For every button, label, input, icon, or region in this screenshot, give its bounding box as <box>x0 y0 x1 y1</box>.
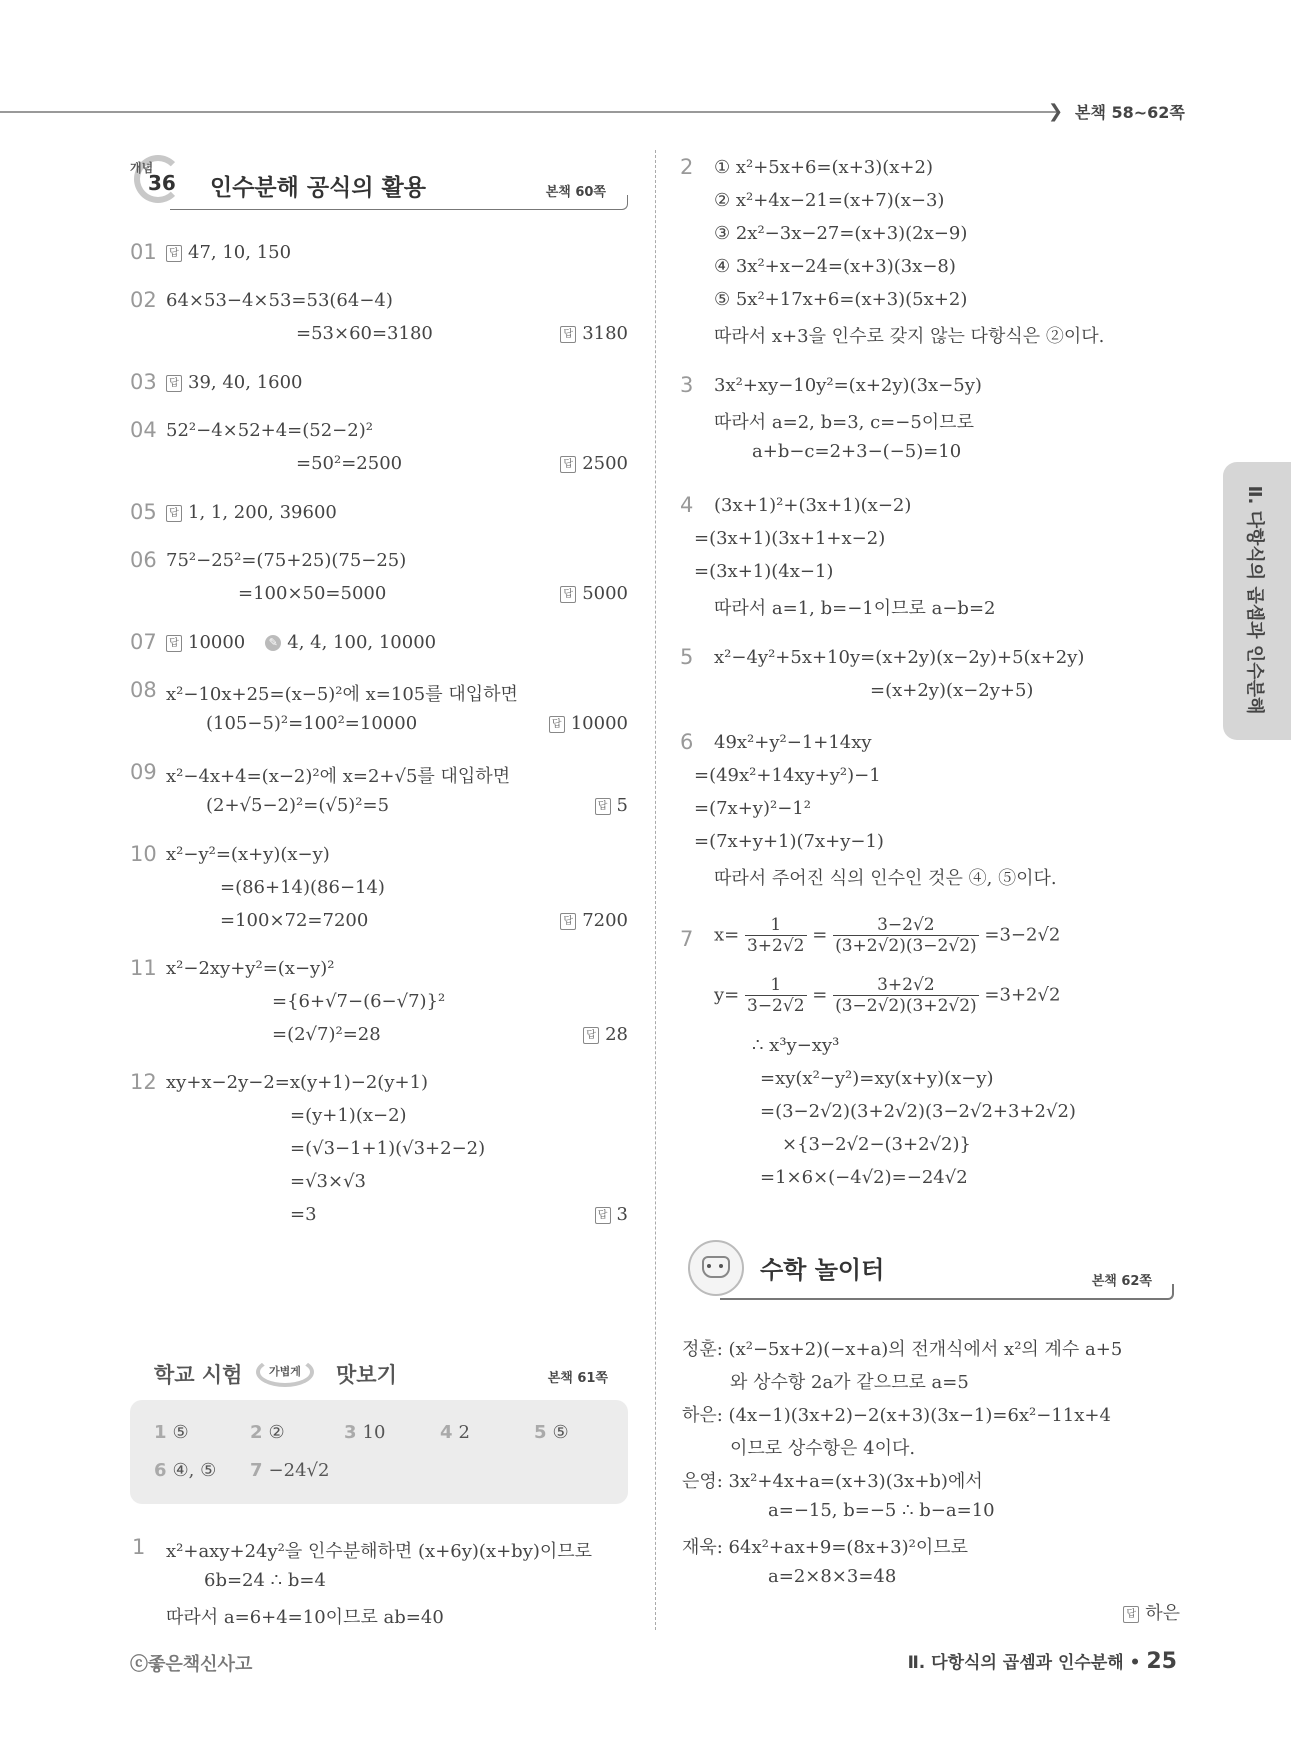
problem-line: (105−5)²=100²=10000 <box>206 713 418 734</box>
school-test-subtitle: 맛보기 <box>336 1363 397 1387</box>
playground-line: 정훈: (x²−5x+2)(−x+a)의 전개식에서 x²의 계수 a+5 <box>682 1339 1123 1360</box>
playground-line: 재욱: 64x²+ax+9=(8x+3)²이므로 <box>682 1537 968 1558</box>
problem-line: 1, 1, 200, 39600 <box>188 502 337 523</box>
y-lhs: y= <box>714 984 740 1006</box>
problem-4 <box>680 493 1180 623</box>
chevron-right-icon: ❯ <box>1048 101 1064 122</box>
fraction <box>833 915 979 956</box>
problem-line: ① x²+5x+6=(x+3)(x+2) <box>714 157 933 178</box>
school-test-badge: 가볍게 <box>256 1357 314 1387</box>
problem-line: (2+√5−2)²=(√5)²=5 <box>206 795 390 816</box>
top-rule <box>0 111 1060 113</box>
problem-line: x²−y²=(x+y)(x−y) <box>166 844 330 865</box>
chapter-tab-label: Ⅱ. 다항식의 곱셈과 인수분해 <box>1244 485 1265 715</box>
school-test-title: 학교 시험 <box>154 1363 243 1387</box>
problem-6 <box>680 730 1180 896</box>
problem-number: 07 <box>130 630 157 654</box>
answer-item: 4 2 <box>440 1422 470 1443</box>
footer-chapter <box>908 1648 1177 1674</box>
playground-line: 이므로 상수항은 4이다. <box>730 1438 916 1459</box>
playground-body <box>682 1335 1182 1635</box>
problem-line: ={6+√7−(6−√7)}² <box>272 991 446 1012</box>
numerator: 3−2√2 <box>833 915 979 936</box>
answer-value: 10000 <box>570 713 628 734</box>
problem-line: =1×6×(−4√2)=−24√2 <box>760 1167 968 1188</box>
denominator: 3+2√2 <box>746 936 805 956</box>
answer-mark-icon: 답 <box>560 456 576 473</box>
problem-line: 52²−4×52+4=(52−2)² <box>166 420 373 441</box>
problem-number: 05 <box>130 500 157 524</box>
answer-value: 2500 <box>582 453 628 474</box>
problem-09 <box>130 760 628 826</box>
problem-number: 4 <box>680 493 694 517</box>
fraction <box>745 915 807 956</box>
header-bracket <box>170 195 628 210</box>
problem-3 <box>680 373 1180 473</box>
problem-number: 02 <box>130 288 157 312</box>
problem-number: 2 <box>680 155 694 179</box>
problem-08 <box>130 678 628 744</box>
problem-number: 04 <box>130 418 157 442</box>
school-test-ref: 본책 61쪽 <box>547 1371 608 1386</box>
problem-06 <box>130 548 628 614</box>
problem-line: 3x²+xy−10y²=(x+2y)(3x−5y) <box>714 375 982 396</box>
problem-number: 12 <box>130 1070 157 1094</box>
problem-line: =(y+1)(x−2) <box>290 1105 407 1126</box>
solution-line: x²+axy+24y²을 인수분해하면 (x+6y)(x+by)이므로 <box>166 1541 593 1562</box>
problem-line: ③ 2x²−3x−27=(x+3)(2x−9) <box>714 223 968 244</box>
y-result: =3+2√2 <box>984 984 1061 1006</box>
x-result: =3−2√2 <box>984 924 1061 946</box>
problem-line: =√3×√3 <box>290 1171 367 1192</box>
problem-number: 03 <box>130 370 157 394</box>
problem-line: x²−4x+4=(x−2)²에 x=2+√5를 대입하면 <box>166 766 511 787</box>
x-lhs: x= <box>714 924 740 946</box>
problem-line: ② x²+4x−21=(x+7)(x−3) <box>714 190 945 211</box>
problem-line: ∴ x³y−xy³ <box>752 1035 840 1056</box>
problem-number: 09 <box>130 760 157 784</box>
page-number: 25 <box>1146 1649 1177 1674</box>
problem-11 <box>130 956 628 1056</box>
concept-header <box>130 155 628 210</box>
problem-01 <box>130 240 628 270</box>
solution-number: 1 <box>132 1535 146 1559</box>
answer-mark-icon: 답 <box>595 798 611 815</box>
answer-mark-icon: 답 <box>1123 1606 1139 1623</box>
answer-value: 7200 <box>582 910 628 931</box>
school-answer-box <box>130 1400 628 1504</box>
playground-line: 하은: (4x−1)(3x+2)−2(x+3)(3x−1)=6x²−11x+4 <box>682 1405 1111 1426</box>
y-equation <box>714 975 1060 1016</box>
problem-04 <box>130 418 628 484</box>
solution-line: 6b=24 ∴ b=4 <box>204 1570 326 1591</box>
problem-number: 6 <box>680 730 694 754</box>
problem-line: =(3x+1)(3x+1+x−2) <box>694 528 886 549</box>
pencil-icon: ✎ <box>265 635 281 651</box>
problem-line: 따라서 a=2, b=3, c=−5이므로 <box>714 412 974 433</box>
problem-10 <box>130 842 628 942</box>
problem-number: 08 <box>130 678 157 702</box>
problem-line: 따라서 a=1, b=−1이므로 a−b=2 <box>714 598 996 619</box>
problem-number: 5 <box>680 645 694 669</box>
problem-line: ④ 3x²+x−24=(x+3)(3x−8) <box>714 256 956 277</box>
answer-value: 28 <box>605 1024 628 1045</box>
problem-line: xy+x−2y−2=x(y+1)−2(y+1) <box>166 1072 429 1093</box>
answer-mark-icon: 답 <box>595 1207 611 1224</box>
problem-number: 3 <box>680 373 694 397</box>
footer-chapter-title: Ⅱ. 다항식의 곱셈과 인수분해 • <box>907 1653 1141 1673</box>
answer-value: 5 <box>616 795 628 816</box>
playground-line: a=−15, b=−5 ∴ b−a=10 <box>768 1500 995 1521</box>
problem-2 <box>680 155 1180 355</box>
problem-line: 10000 <box>188 632 246 653</box>
problem-07 <box>130 630 628 660</box>
numerator: 1 <box>745 915 807 936</box>
answer-item: 5 ⑤ <box>534 1422 569 1443</box>
problem-line: =100×50=5000 <box>238 583 387 604</box>
answer-item: 3 10 <box>344 1422 386 1443</box>
problem-line: ×{3−2√2−(3+2√2)} <box>782 1134 971 1155</box>
answer-mark-icon: 답 <box>560 913 576 930</box>
problem-number: 06 <box>130 548 157 572</box>
problem-line: =(x+2y)(x−2y+5) <box>870 680 1034 701</box>
problem-number: 01 <box>130 240 157 264</box>
problem-05 <box>130 500 628 530</box>
answer-mark-icon: 답 <box>583 1027 599 1044</box>
answer-item: 2 ② <box>250 1422 285 1443</box>
x-equation <box>714 915 1060 956</box>
problem-line: =3 <box>290 1204 317 1225</box>
problem-line: x²−10x+25=(x−5)²에 x=105를 대입하면 <box>166 684 518 705</box>
answer-item: 1 ⑤ <box>154 1422 189 1443</box>
answer-mark-icon: 답 <box>166 505 182 522</box>
playground-line: 은영: 3x²+4x+a=(x+3)(3x+b)에서 <box>682 1471 983 1492</box>
page-reference: 본책 58~62쪽 <box>1075 103 1185 122</box>
problem-line: =xy(x²−y²)=xy(x+y)(x−y) <box>760 1068 994 1089</box>
fraction <box>745 975 807 1016</box>
problem-line: =100×72=7200 <box>220 910 369 931</box>
problem-line: =(86+14)(86−14) <box>220 877 385 898</box>
numerator: 1 <box>745 975 807 996</box>
problem-7 <box>680 915 1180 1195</box>
problem-02 <box>130 288 628 354</box>
answer-mark-icon: 답 <box>166 635 182 652</box>
problem-line: 49x²+y²−1+14xy <box>714 732 872 753</box>
problem-line: x²−2xy+y²=(x−y)² <box>166 958 335 979</box>
problem-line: 따라서 x+3을 인수로 갖지 않는 다항식은 ②이다. <box>714 326 1105 347</box>
problem-5 <box>680 645 1180 711</box>
playground-ref: 본책 62쪽 <box>1091 1274 1152 1289</box>
column-divider <box>655 150 656 1630</box>
answer-mark-icon: 답 <box>560 326 576 343</box>
problem-line: 64×53−4×53=53(64−4) <box>166 290 393 311</box>
problem-line: =(2√7)²=28 <box>272 1024 381 1045</box>
fraction <box>833 975 979 1016</box>
problem-03 <box>130 370 628 400</box>
answer-mark-icon: 답 <box>166 375 182 392</box>
header-bracket <box>720 1284 1174 1300</box>
denominator: (3+2√2)(3−2√2) <box>835 936 977 956</box>
problem-line: =(7x+y)²−1² <box>694 798 811 819</box>
solution-line: 따라서 a=6+4=10이므로 ab=40 <box>166 1607 444 1628</box>
problem-line: 4, 4, 100, 10000 <box>287 632 437 653</box>
answer-item: 7 −24√2 <box>250 1460 330 1481</box>
solution-1 <box>130 1535 628 1635</box>
playground-line: a=2×8×3=48 <box>768 1566 897 1587</box>
problem-line: 75²−25²=(75+25)(75−25) <box>166 550 407 571</box>
problem-line: ⑤ 5x²+17x+6=(x+3)(5x+2) <box>714 289 968 310</box>
concept-label: 개념 <box>130 161 154 175</box>
playground-line: 와 상수항 2a가 같으므로 a=5 <box>730 1372 969 1393</box>
problem-number: 10 <box>130 842 157 866</box>
problem-line: 47, 10, 150 <box>188 242 292 263</box>
equals: = <box>812 924 828 946</box>
problem-line: =53×60=3180 <box>296 323 433 344</box>
problem-line: =(√3−1+1)(√3+2−2) <box>290 1138 486 1159</box>
problem-line: 따라서 주어진 식의 인수인 것은 ④, ⑤이다. <box>714 868 1057 889</box>
answer-item: 6 ④, ⑤ <box>154 1460 217 1481</box>
numerator: 3+2√2 <box>833 975 979 996</box>
denominator: (3−2√2)(3+2√2) <box>835 996 977 1016</box>
answer-mark-icon: 답 <box>549 716 565 733</box>
concept-title: 인수분해 공식의 활용 <box>210 175 426 201</box>
publisher-logo: ⓒ좋은책신사고 <box>130 1654 253 1675</box>
problem-line: =(7x+y+1)(7x+y−1) <box>694 831 884 852</box>
answer-value: 5000 <box>582 583 628 604</box>
problem-number: 11 <box>130 956 157 980</box>
playground-answer: 하은 <box>1145 1603 1180 1624</box>
playground-title: 수학 놀이터 <box>760 1256 885 1284</box>
problem-12 <box>130 1070 628 1236</box>
answer-mark-icon: 답 <box>166 245 182 262</box>
problem-line: =(3−2√2)(3+2√2)(3−2√2+3+2√2) <box>760 1101 1076 1122</box>
answer-mark-icon: 답 <box>560 586 576 603</box>
problem-line: =(3x+1)(4x−1) <box>694 561 834 582</box>
equals: = <box>812 984 828 1006</box>
problem-line: x²−4y²+5x+10y=(x+2y)(x−2y)+5(x+2y) <box>714 647 1085 668</box>
playground-header <box>680 1238 1180 1302</box>
answer-value: 3 <box>616 1204 628 1225</box>
problem-line: a+b−c=2+3−(−5)=10 <box>752 441 962 462</box>
school-test-header <box>130 1355 628 1395</box>
problem-line: (3x+1)²+(3x+1)(x−2) <box>714 495 912 516</box>
concept-ref: 본책 60쪽 <box>545 185 606 200</box>
denominator: 3−2√2 <box>747 996 805 1016</box>
problem-line: =(49x²+14xy+y²)−1 <box>694 765 881 786</box>
answer-value: 3180 <box>582 323 628 344</box>
problem-line: 39, 40, 1600 <box>188 372 303 393</box>
concept-number: 36 <box>148 171 176 195</box>
problem-number: 7 <box>680 927 694 951</box>
problem-line: =50²=2500 <box>296 453 403 474</box>
